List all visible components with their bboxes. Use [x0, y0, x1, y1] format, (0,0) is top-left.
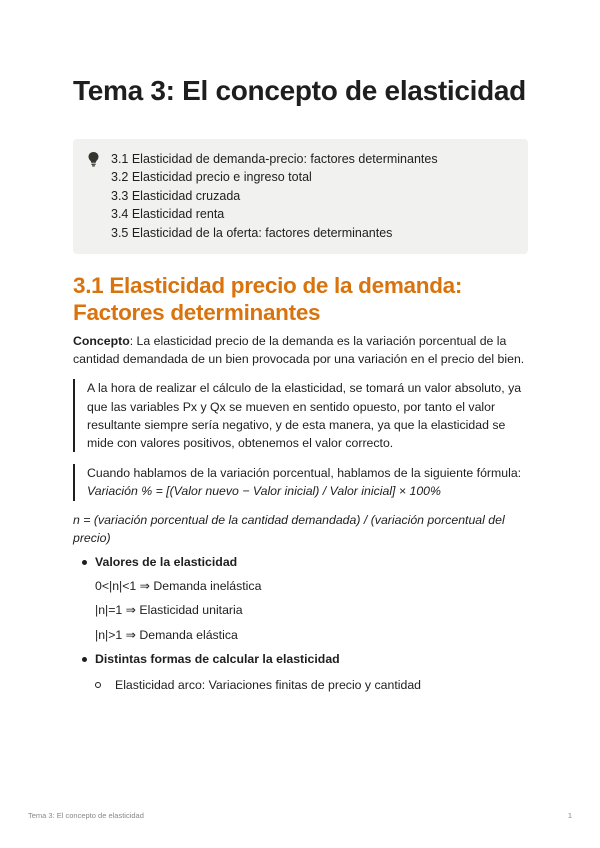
- sub-bullet-arc: [73, 676, 528, 694]
- variation-formula: Variación % = [(Valor nuevo − Valor inicial) / Valor inicial] × 100%: [87, 484, 441, 499]
- quote-percent-variation: [73, 464, 528, 500]
- toc-item[interactable]: 3.2 Elasticidad precio e ingreso total: [111, 170, 312, 185]
- toc-item[interactable]: 3.4 Elasticidad renta: [111, 207, 225, 222]
- page-number: 1: [567, 811, 572, 820]
- bullet-label: Valores de la elasticidad: [95, 555, 238, 570]
- bullet-calculation-methods: [73, 650, 528, 668]
- sub-bullet-circle: [95, 676, 115, 694]
- bullet-label: Distintas formas de calcular la elasticidad: [95, 651, 340, 666]
- value-line: |n|>1 ⇒ Demanda elástica: [95, 627, 238, 642]
- value-line: 0<|n|<1 ⇒ Demanda inelástica: [95, 579, 262, 594]
- concept-paragraph: [73, 332, 528, 368]
- section-heading: 3.1 Elasticidad precio de la demanda: Factores determinantes: [73, 273, 463, 326]
- toc-list: [111, 150, 438, 242]
- bullet-dot: [73, 553, 95, 571]
- page-content: [73, 72, 528, 694]
- concept-label: Concepto: [73, 334, 130, 349]
- quote-text: Cuando hablamos de la variación porcentual, hablamos de la siguiente fórmula:: [87, 466, 522, 481]
- footer-title: Tema 3: El concepto de elasticidad: [28, 811, 144, 820]
- elasticity-formula: n = (variación porcentual de la cantidad demandada) / (variación porcentual del precio): [73, 512, 505, 545]
- quote-absolute-value: A la hora de realizar el cálculo de la elasticidad, se tomará un valor absoluto, ya que las variables Px y Qx se mueven en sentido opuesto, por tanto el valor resultante siempre sería negativo, y de esta manera, ya que la elasticidad se mide con valores positivos, obtenemos el valor correcto.: [73, 379, 528, 452]
- toc-item[interactable]: 3.5 Elasticidad de la oferta: factores determinantes: [111, 225, 393, 240]
- toc-item[interactable]: 3.1 Elasticidad de demanda-precio: factores determinantes: [111, 152, 438, 166]
- lightbulb-icon: [87, 150, 103, 242]
- bullet-elasticity-values: [73, 553, 528, 571]
- toc-callout: [73, 139, 528, 254]
- value-line: |n|=1 ⇒ Elasticidad unitaria: [95, 603, 243, 618]
- sub-bullet-text: Elasticidad arco: Variaciones finitas de precio y cantidad: [115, 678, 421, 693]
- page-title: Tema 3: El concepto de elasticidad: [73, 75, 526, 106]
- toc-item[interactable]: 3.3 Elasticidad cruzada: [111, 188, 241, 203]
- concept-text: : La elasticidad precio de la demanda es la variación porcentual de la cantidad demandada de un bien provocada por una variación en el precio del bien.: [73, 334, 525, 367]
- bullet-dot: [73, 650, 95, 668]
